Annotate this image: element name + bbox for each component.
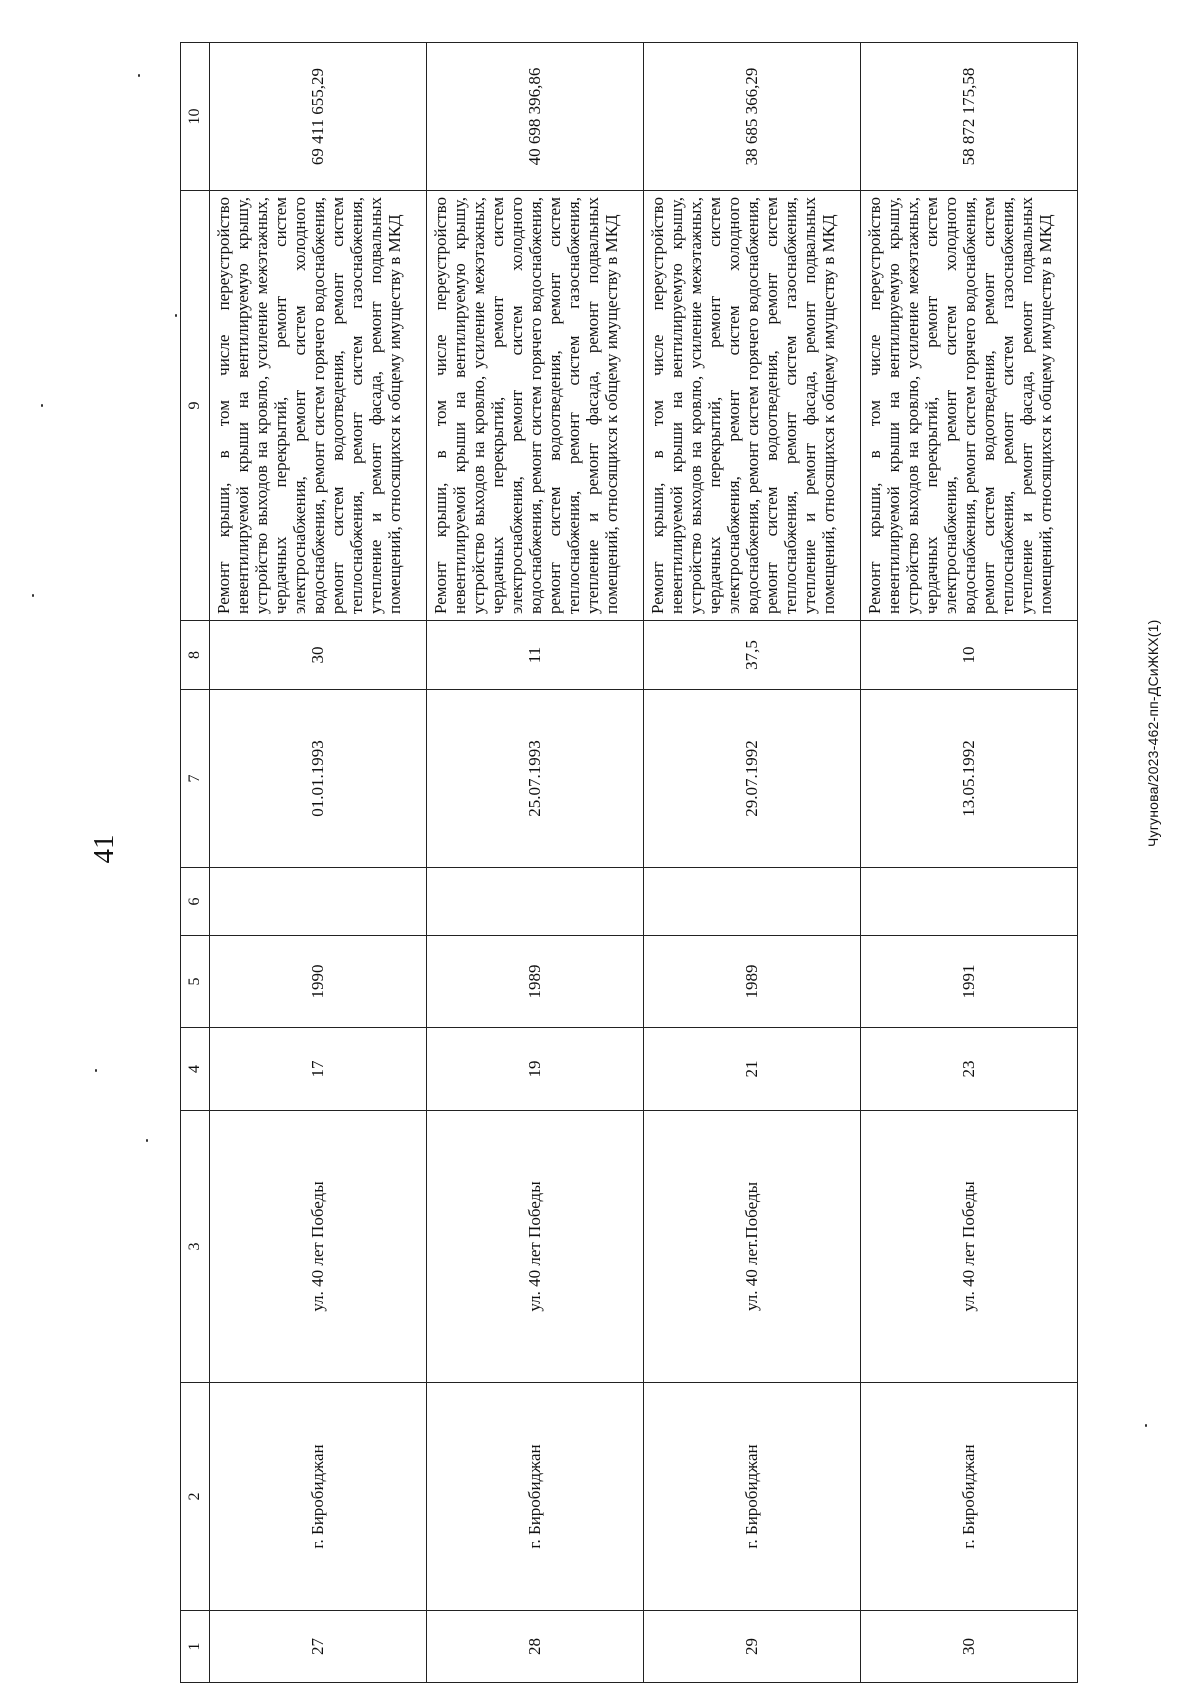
- scan-speck: [41, 404, 43, 407]
- row-number: 29: [644, 1611, 861, 1683]
- column-header: 8: [181, 621, 210, 690]
- row-number: 30: [861, 1611, 1078, 1683]
- column-header-row: [181, 43, 210, 1683]
- works-description-cell: Ремонт крыши, в том числе переустройство невентилируемой крыши на вентилируемую крышу, устройство выходов на кровлю, усиление межэтажных, чердачных перекрытий, ремонт систем электроснабжения, ремонт систем холодного водоснабжения, ремонт систем горячего водоснабжения, ремонт систем водоотведения, ремонт систем теплоснабжения, ремонт систем газоснабжения, утепление и ремонт фасада, ремонт подвальных помещений, относящихся к общему имуществу в МКД: [861, 191, 1078, 621]
- table-row: [210, 43, 427, 1683]
- column-header: 5: [181, 936, 210, 1028]
- city-cell: г. Биробиджан: [210, 1383, 427, 1611]
- column-6-cell: [210, 868, 427, 936]
- cost-cell: 58 872 175,58: [861, 43, 1078, 191]
- column-6-cell: [427, 868, 644, 936]
- cost-cell: 40 698 396,86: [427, 43, 644, 191]
- build-year-cell: 1990: [210, 936, 427, 1028]
- cost-cell: 69 411 655,29: [210, 43, 427, 191]
- scan-speck: [138, 74, 140, 77]
- wear-cell: 10: [861, 621, 1078, 690]
- build-year-cell: 1989: [644, 936, 861, 1028]
- column-header: 9: [181, 191, 210, 621]
- street-cell: ул. 40 лет Победы: [861, 1111, 1078, 1383]
- street-cell: ул. 40 лет.Победы: [644, 1111, 861, 1383]
- house-number-cell: 23: [861, 1028, 1078, 1111]
- column-header: 4: [181, 1028, 210, 1111]
- column-6-cell: [861, 868, 1078, 936]
- scan-speck: [175, 314, 177, 317]
- column-header: 1: [181, 1611, 210, 1683]
- scan-speck: [32, 594, 34, 597]
- column-header: 10: [181, 43, 210, 191]
- document-reference: Чугунова/2023-462-пп-ДСиЖКХ(1): [1145, 619, 1161, 847]
- row-number: 28: [427, 1611, 644, 1683]
- street-cell: ул. 40 лет Победы: [210, 1111, 427, 1383]
- works-description-cell: Ремонт крыши, в том числе переустройство невентилируемой крыши на вентилируемую крышу, устройство выходов на кровлю, усиление межэтажных, чердачных перекрытий, ремонт систем электроснабжения, ремонт систем холодного водоснабжения, ремонт систем горячего водоснабжения, ремонт систем водоотведения, ремонт систем теплоснабжения, ремонт систем газоснабжения, утепление и ремонт фасада, ремонт подвальных помещений, относящихся к общему имуществу в МКД: [644, 191, 861, 621]
- street-cell: ул. 40 лет Победы: [427, 1111, 644, 1383]
- wear-cell: 11: [427, 621, 644, 690]
- column-header: 6: [181, 868, 210, 936]
- wear-cell: 37,5: [644, 621, 861, 690]
- date-cell: 29.07.1992: [644, 690, 861, 868]
- table-row: [644, 43, 861, 1683]
- column-header: 3: [181, 1111, 210, 1383]
- row-number: 27: [210, 1611, 427, 1683]
- city-cell: г. Биробиджан: [861, 1383, 1078, 1611]
- house-number-cell: 17: [210, 1028, 427, 1111]
- wear-cell: 30: [210, 621, 427, 690]
- house-number-cell: 19: [427, 1028, 644, 1111]
- scan-speck: [1145, 1424, 1147, 1427]
- table-row: [861, 43, 1078, 1683]
- column-header: 7: [181, 690, 210, 868]
- works-description-cell: Ремонт крыши, в том числе переустройство невентилируемой крыши на вентилируемую крышу, устройство выходов на кровлю, усиление межэтажных, чердачных перекрытий, ремонт систем электроснабжения, ремонт систем холодного водоснабжения, ремонт систем горячего водоснабжения, ремонт систем водоотведения, ремонт систем теплоснабжения, ремонт систем газоснабжения, утепление и ремонт фасада, ремонт подвальных помещений, относящихся к общему имуществу в МКД: [210, 191, 427, 621]
- scan-speck: [146, 1139, 148, 1142]
- cost-cell: 38 685 366,29: [644, 43, 861, 191]
- column-6-cell: [644, 868, 861, 936]
- works-description-cell: Ремонт крыши, в том числе переустройство невентилируемой крыши на вентилируемую крышу, устройство выходов на кровлю, усиление межэтажных, чердачных перекрытий, ремонт систем электроснабжения, ремонт систем холодного водоснабжения, ремонт систем горячего водоснабжения, ремонт систем водоотведения, ремонт систем теплоснабжения, ремонт систем газоснабжения, утепление и ремонт фасада, ремонт подвальных помещений, относящихся к общему имуществу в МКД: [427, 191, 644, 621]
- build-year-cell: 1991: [861, 936, 1078, 1028]
- table-row: [427, 43, 644, 1683]
- city-cell: г. Биробиджан: [644, 1383, 861, 1611]
- date-cell: 13.05.1992: [861, 690, 1078, 868]
- build-year-cell: 1989: [427, 936, 644, 1028]
- house-number-cell: 21: [644, 1028, 861, 1111]
- date-cell: 25.07.1993: [427, 690, 644, 868]
- city-cell: г. Биробиджан: [427, 1383, 644, 1611]
- page-number: 41: [88, 834, 120, 864]
- date-cell: 01.01.1993: [210, 690, 427, 868]
- scan-speck: [95, 1069, 97, 1072]
- column-header: 2: [181, 1383, 210, 1611]
- repair-table: [180, 42, 1078, 1683]
